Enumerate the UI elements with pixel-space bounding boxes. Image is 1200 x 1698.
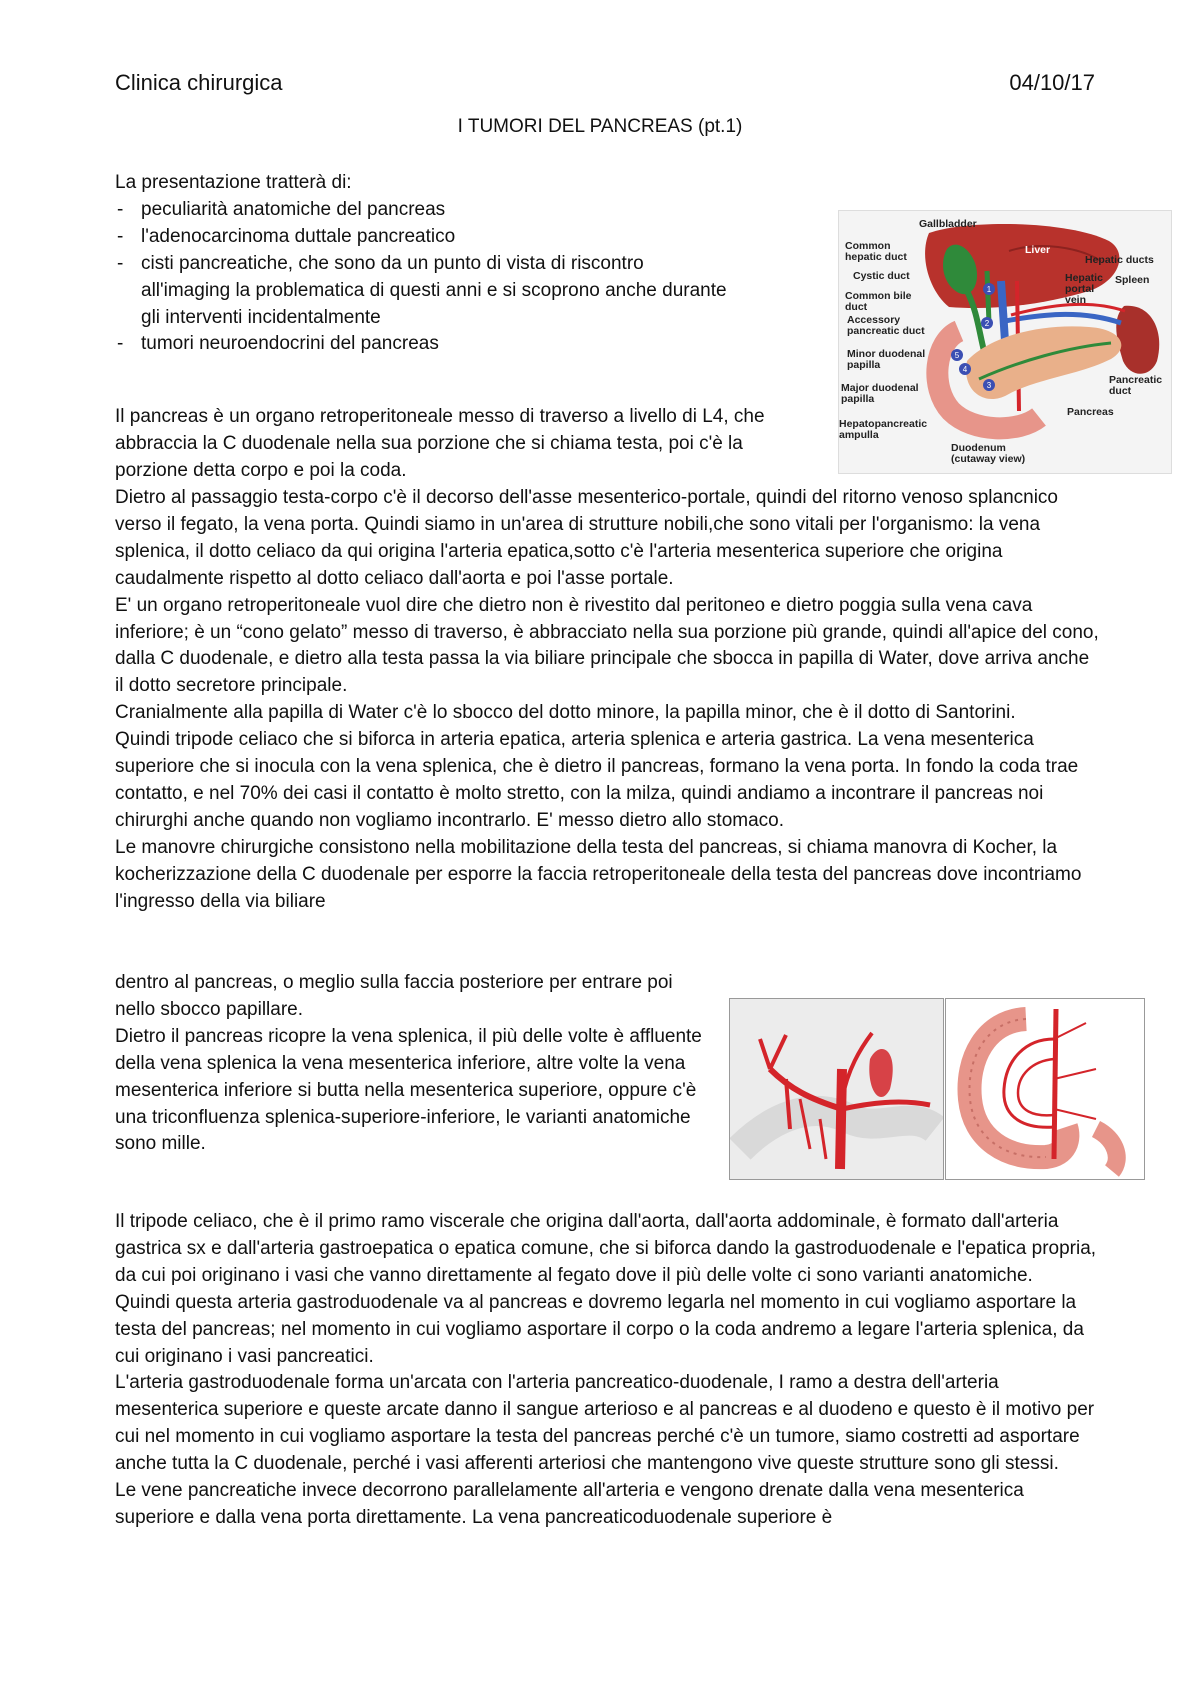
marker-2	[981, 317, 993, 329]
label-accessory-pancreatic-duct: Accessory pancreatic duct	[847, 314, 925, 337]
paragraph: dentro al pancreas, o meglio sulla faccia posteriore per entrare poi nello sbocco papillare.	[115, 972, 673, 1020]
label-minor-duodenal-papilla: Minor duodenal papilla	[847, 348, 926, 371]
list-item: - cisti pancreatiche, che sono da un punto di vista di riscontro all'imaging la problematica di questi anni e si scoprono anche durante gli interventi incidentalmente	[115, 251, 736, 332]
paragraph: Le vene pancreatiche invece decorrono parallelamente all'arteria e vengono drenate dalla vena mesenterica superiore e dalla vena porta direttamente. La vena pancreaticoduodenale superiore è	[115, 1480, 1024, 1528]
celiac-trunk-figure	[729, 998, 944, 1180]
label-spleen: Spleen	[1115, 274, 1150, 286]
label-pancreatic-duct: Pancreatic duct	[1109, 374, 1163, 397]
label-cystic-duct: Cystic duct	[853, 270, 910, 282]
label-gallbladder: Gallbladder	[919, 218, 977, 230]
paragraph: Il pancreas è un organo retroperitoneale messo di traverso a livello di L4, che abbraccia la C duodenale nella sua porzione che si chiama testa, poi c'è la porzione detta corpo e poi la coda.	[115, 406, 765, 481]
paragraph-narrow-1	[115, 404, 795, 485]
body-text-block-3	[115, 1209, 1100, 1532]
paragraph: Quindi tripode celiaco che si biforca in arteria epatica, arteria splenica e arteria gastrica. La vena mesenterica superiore che si inocula con la vena splenica, che è dietro il pancreas, formano la vena porta. In fondo la coda trae contatto, e nel 70% dei casi il contatto è molto stretto, con la milza, quindi andiamo a incontrare il pancreas noi chirurghi anche quando non vogliamo incontrarlo. E' messo dietro allo stomaco.	[115, 729, 1079, 831]
list-item: - tumori neuroendocrini del pancreas	[115, 331, 775, 358]
marker-4	[959, 363, 971, 375]
svg-text:5: 5	[954, 351, 960, 360]
pancreaticoduodenal-arcades-illustration	[946, 999, 1144, 1179]
label-common-bile-duct: Common bile duct	[845, 290, 912, 313]
label-hepatic-ducts: Hepatic ducts	[1085, 254, 1154, 266]
paragraph: L'arteria gastroduodenale forma un'arcata con l'arteria pancreatico-duodenale, I ramo a destra dell'arteria mesenterica superiore e queste arcate danno il sangue arterioso e al pancreas e al duodeno e questo è il motivo per cui nel momento in cui vogliamo asportare la testa del pancreas perché c'è un tumore, siamo costretti ad asportare anche tutta la C duodenale, perché i vasi afferenti arteriosi che mantengono vive queste strutture sono gli stessi.	[115, 1372, 1095, 1475]
intro-section	[115, 170, 775, 358]
header-date: 04/10/17	[1009, 70, 1095, 95]
header-course: Clinica chirurgica	[115, 70, 283, 95]
marker-3	[983, 379, 995, 391]
pancreas-anatomy-figure	[838, 210, 1172, 474]
intro-lead: La presentazione tratterà di:	[115, 172, 352, 193]
marker-1	[983, 283, 995, 295]
celiac-trunk-illustration	[730, 999, 943, 1179]
label-major-duodenal-papilla: Major duodenal papilla	[841, 382, 919, 405]
svg-text:2: 2	[984, 319, 990, 328]
label-pancreas: Pancreas	[1067, 406, 1114, 418]
paragraph: Le manovre chirurgiche consistono nella mobilitazione della testa del pancreas, si chiama manovra di Kocher, la kocherizzazione della C duodenale per esporre la faccia retroperitoneale della testa del pancreas dove incontriamo l'ingresso della via biliare	[115, 836, 1082, 912]
label-liver: Liver	[1025, 244, 1051, 256]
pancreaticoduodenal-arcades-figure	[945, 998, 1145, 1180]
body-text-block-1	[115, 485, 1100, 916]
paragraph: Dietro al passaggio testa-corpo c'è il decorso dell'asse mesenterico-portale, quindi del ritorno venoso splancnico verso il fegato, la vena porta. Quindi siamo in un'area di strutture nobili,che sono vitali per l'organismo: la vena splenica, il dotto celiaco da qui origina l'arteria epatica,sotto c'è l'arteria mesenterica superiore che origina caudalmente rispetto al dotto celiaco dall'aorta e poi l'asse portale.	[115, 487, 1058, 589]
label-duodenum: Duodenum (cutaway view)	[951, 442, 1026, 465]
document-title: I TUMORI DEL PANCREAS (pt.1)	[457, 116, 743, 137]
paragraph: Il tripode celiaco, che è il primo ramo viscerale che origina dall'aorta, dall'aorta addominale, è formato dall'arteria gastrica sx e dall'arteria gastroepatica o epatica comune, che si biforca dando la gastroduodenale e l'epatica propria, da cui poi originano i vasi che vanno direttamente al fegato dove il più delle volte ci sono varianti anatomiche.	[115, 1211, 1097, 1286]
topics-list	[115, 197, 775, 358]
marker-5	[951, 349, 963, 361]
list-item: - l'adenocarcinoma duttale pancreatico	[115, 224, 775, 251]
label-hepatic-portal-vein: Hepatic portal vein	[1065, 272, 1103, 306]
body-text-block-2	[115, 970, 715, 1158]
paragraph: E' un organo retroperitoneale vuol dire che dietro non è rivestito dal peritoneo e dietro poggia sulla vena cava inferiore; è un “cono gelato” messo di traverso, è abbracciato nella sua porzione più grande, quindi all'apice del cono, dalla C duodenale, e dietro alla testa passa la via biliare principale che sbocca in papilla di Water, dove arriva anche il dotto secretore principale.	[115, 594, 1099, 697]
list-item: - peculiarità anatomiche del pancreas	[115, 197, 775, 224]
svg-text:1: 1	[986, 285, 992, 294]
svg-text:3: 3	[986, 381, 992, 390]
paragraph: Cranialmente alla papilla di Water c'è lo sbocco del dotto minore, la papilla minor, che è il dotto di Santorini.	[115, 702, 1016, 724]
paragraph: Quindi questa arteria gastroduodenale va al pancreas e dovremo legarla nel momento in cui vogliamo asportare la testa del pancreas; nel momento in cui vogliamo asportare il corpo o la coda andremo a legare l'arteria splenica, da cui originano i vasi pancreatici.	[115, 1291, 1084, 1367]
label-hepatopancreatic-ampulla: Hepatopancreatic ampulla	[839, 418, 928, 441]
label-common-hepatic-duct: Common hepatic duct	[845, 240, 907, 263]
paragraph: Dietro il pancreas ricopre la vena splenica, il più delle volte è affluente della vena splenica la vena mesenterica inferiore, altre volte la vena mesenterica inferiore si butta nella mesenterica superiore, oppure c'è una triconfluenza splenica-superiore-inferiore, le varianti anatomiche sono mille.	[115, 1025, 702, 1155]
svg-text:4: 4	[962, 365, 968, 374]
